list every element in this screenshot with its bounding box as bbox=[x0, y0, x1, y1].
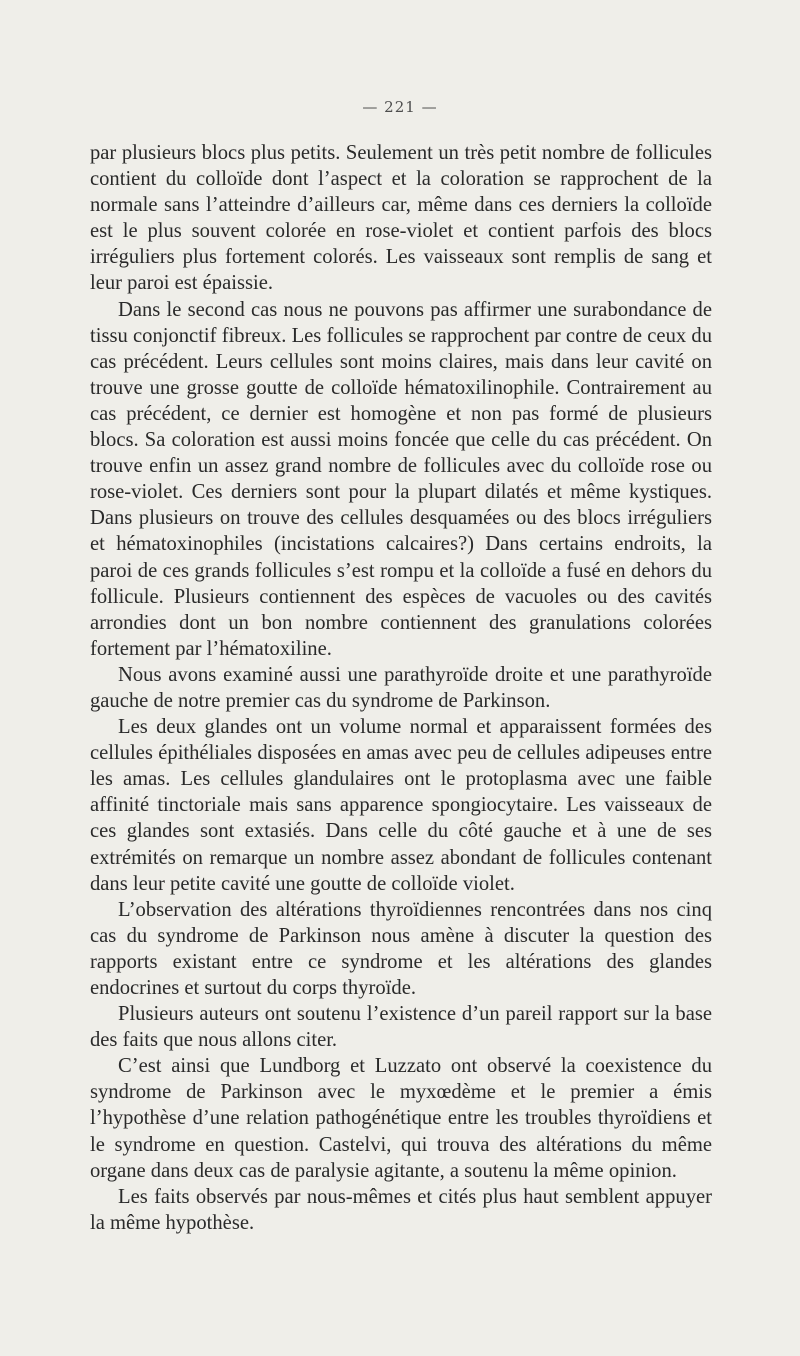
paragraph-3: Nous avons examiné aussi une parathyroïde droite et une parathyroïde gauche de notre premier cas du syndrome de Parkinson. bbox=[90, 663, 712, 712]
paragraph-6: Plusieurs auteurs ont soutenu l’existence d’un pareil rapport sur la base des faits que nous allons citer. bbox=[90, 1003, 712, 1052]
paragraph-5: L’observation des altérations thyroïdiennes rencontrées dans nos cinq cas du syndrome de Parkinson nous amène à discuter la question des rapports existant entre ce syndrome et les altérations des glandes endocrines et surtout du corps thyroïde. bbox=[90, 898, 712, 999]
paragraph-7: C’est ainsi que Lundborg et Luzzato ont observé la coexistence du syndrome de Parkinson avec le myxœdème et le premier a émis l’hypothèse d’une relation pathogénétique entre les troubles thyroïdiens et le syndrome en question. Castelvi, qui trouva des altérations du même organe dans deux cas de paralysie agitante, a soutenu la même opinion. bbox=[90, 1055, 712, 1182]
paragraph-1: par plusieurs blocs plus petits. Seulement un très petit nombre de follicules contient du colloïde dont l’aspect et la coloration se rapprochent de la normale sans l’atteindre d’ailleurs car, même dans ces derniers la colloïde est le plus souvent colorée en rose-violet et contient parfois des blocs irréguliers plus fortement colorés. Les vaisseaux sont remplis de sang et leur paroi est épaissie. bbox=[90, 142, 712, 295]
page-number: — 221 — bbox=[362, 98, 438, 116]
body-text bbox=[90, 140, 712, 1236]
paragraph-4: Les deux glandes ont un volume normal et apparaissent formées des cellules épithéliales disposées en amas avec peu de cellules adipeuses entre les amas. Les cellules glandulaires ont le protoplasma avec une faible affinité tinctoriale mais sans apparence spongiocytaire. Les vaisseaux de ces glandes sont extasiés. Dans celle du côté gauche et à une de ses extrémités on remarque un nombre assez abondant de follicules contenant dans leur petite cavité une goutte de colloïde violet. bbox=[90, 716, 712, 895]
paragraph-8: Les faits observés par nous-mêmes et cités plus haut semblent appuyer la même hypothèse. bbox=[90, 1185, 712, 1234]
paragraph-2: Dans le second cas nous ne pouvons pas affirmer une surabondance de tissu conjonctif fibreux. Les follicules se rapprochent par contre de ceux du cas précédent. Leurs cellules sont moins claires, mais dans leur cavité on trouve une grosse goutte de colloïde hématoxilinophile. Contrairement au cas précédent, ce dernier est homogène et non pas formé de plusieurs blocs. Sa coloration est aussi moins foncée que celle du cas précédent. On trouve enfin un assez grand nombre de follicules avec du colloïde rose ou rose-violet. Ces derniers sont pour la plupart dilatés et même kystiques. Dans plusieurs on trouve des cellules desquamées ou des blocs irréguliers et hématoxinophiles (incistations calcaires?) Dans certains endroits, la paroi de ces grands follicules s’est rompu et la colloïde a fusé en dehors du follicule. Plusieurs contiennent des espèces de vacuoles ou des cavités arrondies dont un bon nombre contiennent des granulations colorées fortement par l’hématoxiline. bbox=[90, 298, 712, 660]
